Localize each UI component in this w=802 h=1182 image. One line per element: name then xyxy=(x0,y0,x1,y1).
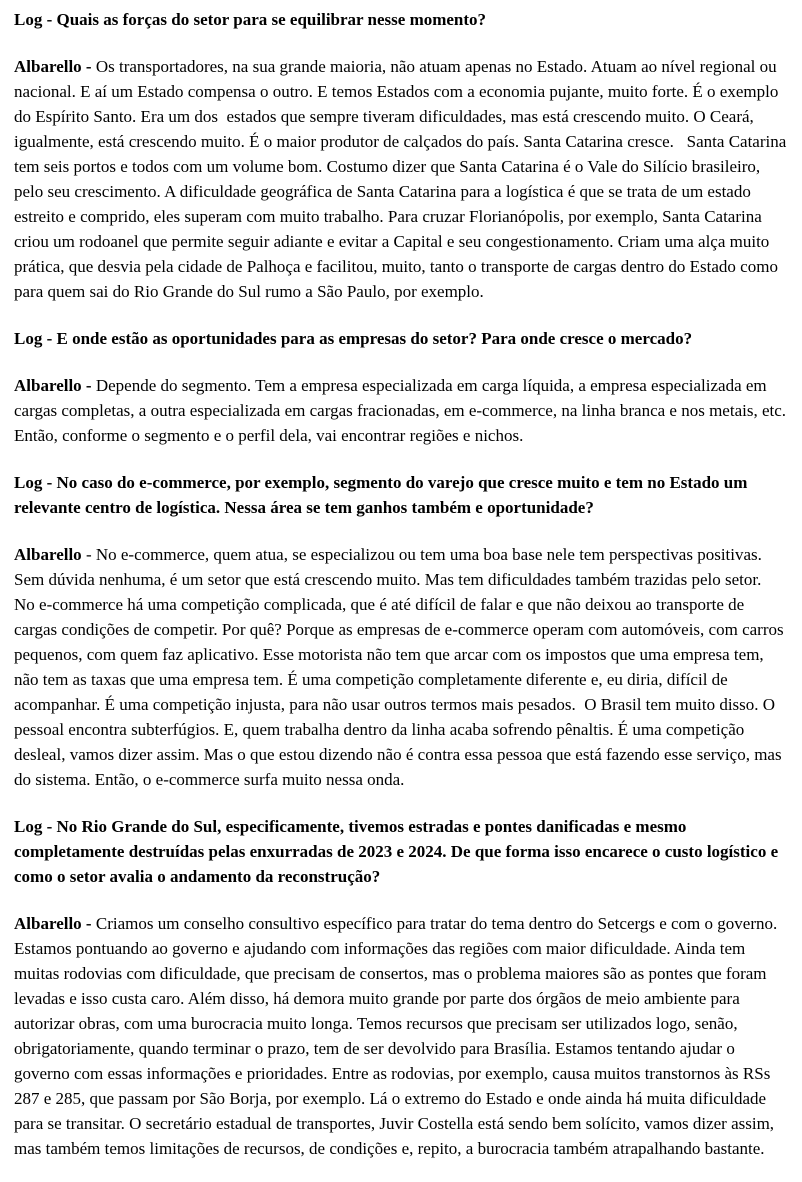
speaker-label: Albarello xyxy=(14,545,82,564)
speaker-label: Albarello - xyxy=(14,914,96,933)
question-paragraph-3 xyxy=(14,470,789,520)
answer-paragraph-2 xyxy=(14,373,789,448)
question-paragraph-1 xyxy=(14,7,789,32)
paragraph-text: Criamos um conselho consultivo específico para tratar do tema dentro do Setcergs e com o governo. Estamos pontuando ao governo e ajudando com informações das regiões com maior dificuldade. Ainda tem muitas rodovias com dificuldade, que precisam de consertos, mas o problema maiores são as pontes que foram levadas e isso custa caro. Além disso, há demora muito grande por parte dos órgãos de meio ambiente para autorizar obras, com uma burocracia muito longa. Temos recursos que precisam ser utilizados logo, senão, obrigatoriamente, quando terminar o prazo, tem de ser devolvido para Brasília. Estamos tentando ajudar o governo com essas informações e prioridades. Entre as rodovias, por exemplo, causa muitos transtornos às RSs 287 e 285, que passam por São Borja, por exemplo. Lá o extremo do Estado e onde ainda há muita dificuldade para se transitar. O secretário estadual de transportes, Juvir Costella está sendo bem solícito, vamos dizer assim, mas também temos limitações de recursos, de condições e, repito, a burocracia também atrapalhando bastante. xyxy=(14,914,782,1158)
question-text: Log - No Rio Grande do Sul, especificamente, tivemos estradas e pontes danificadas e mesmo completamente destruídas pelas enxurradas de 2023 e 2024. De que forma isso encarece o custo logístico e como o setor avalia o andamento da reconstrução? xyxy=(14,817,783,886)
answer-paragraph-4 xyxy=(14,911,789,1161)
speaker-label: Albarello - xyxy=(14,376,96,395)
question-text: Log - Quais as forças do setor para se equilibrar nesse momento? xyxy=(14,10,487,29)
answer-paragraph-1 xyxy=(14,54,789,304)
paragraph-text: - No e-commerce, quem atua, se especializou ou tem uma boa base nele tem perspectivas positivas. Sem dúvida nenhuma, é um setor que está crescendo muito. Mas tem dificuldades também trazidas pelo setor. No e-commerce há uma competição complicada, que é até difícil de falar e que não deixou ao transporte de cargas condições de competir. Por quê? Porque as empresas de e-commerce operam com automóveis, com carros pequenos, com quem faz aplicativo. Esse motorista não tem que arcar com os impostos que uma empresa tem, não tem as taxas que uma empresa tem. É uma competição completamente diferente e, eu diria, difícil de acompanhar. É uma competição injusta, para não usar outros termos mais pesados. O Brasil tem muito disso. O pessoal encontra subterfúgios. E, quem trabalha dentro da linha acaba sofrendo pênaltis. É uma competição desleal, vamos dizer assim. Mas o que estou dizendo não é contra essa pessoa que está fazendo esse serviço, mas do sistema. Então, o e-commerce surfa muito nessa onda. xyxy=(14,545,788,789)
paragraph-text: Depende do segmento. Tem a empresa especializada em carga líquida, a empresa especializada em cargas completas, a outra especializada em cargas fracionadas, em e-commerce, na linha branca e nos metais, etc. Então, conforme o segmento e o perfil dela, vai encontrar regiões e nichos. xyxy=(14,376,791,445)
question-paragraph-2 xyxy=(14,326,789,351)
paragraph-text: Os transportadores, na sua grande maioria, não atuam apenas no Estado. Atuam ao nível regional ou nacional. E aí um Estado compensa o outro. E temos Estados com a economia pujante, muito forte. É o exemplo do Espírito Santo. Era um dos estados que sempre tiveram dificuldades, mas está crescendo muito. O Ceará, igualmente, está crescendo muito. É o maior produtor de calçados do país. Santa Catarina cresce. Santa Catarina tem seis portos e todos com um volume bom. Costumo dizer que Santa Catarina é o Vale do Silício brasileiro, pelo seu crescimento. A dificuldade geográfica de Santa Catarina para a logística é que se trata de um estado estreito e comprido, eles superam com muito trabalho. Para cruzar Florianópolis, por exemplo, Santa Catarina criou um rodoanel que permite seguir adiante e evitar a Capital e seu congestionamento. Criam uma alça muito prática, que desvia pela cidade de Palhoça e facilitou, muito, tanto o transporte de cargas dentro do Estado como para quem sai do Rio Grande do Sul rumo a São Paulo, por exemplo. xyxy=(14,57,791,301)
question-paragraph-4 xyxy=(14,814,789,889)
answer-paragraph-3 xyxy=(14,542,789,792)
question-text: Log - No caso do e-commerce, por exemplo, segmento do varejo que cresce muito e tem no Estado um relevante centro de logística. Nessa área se tem ganhos também e oportunidade? xyxy=(14,473,752,517)
question-text: Log - E onde estão as oportunidades para as empresas do setor? Para onde cresce o mercado? xyxy=(14,329,693,348)
speaker-label: Albarello - xyxy=(14,57,96,76)
